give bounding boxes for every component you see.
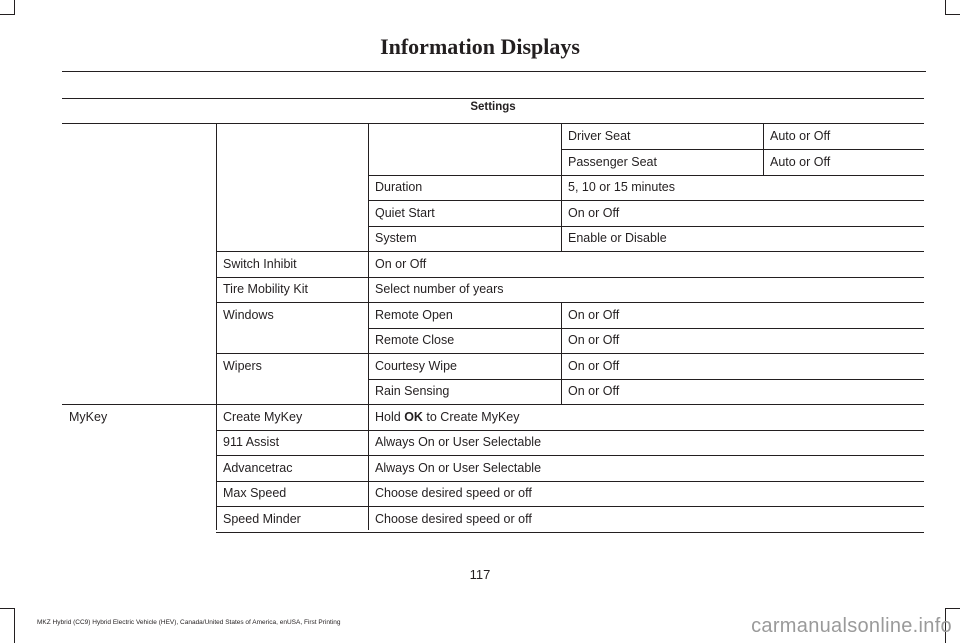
cell-tire-mobility-kit-value: Select number of years bbox=[375, 282, 504, 296]
cell-switch-inhibit-value: On or Off bbox=[375, 257, 427, 271]
ok-button-label: OK bbox=[404, 410, 423, 424]
cell-quiet-start-value: On or Off bbox=[568, 206, 620, 220]
table-row bbox=[216, 277, 924, 303]
cell-duration: Duration bbox=[375, 180, 423, 194]
table-row bbox=[216, 252, 924, 278]
footer-text: MKZ Hybrid (CC9) Hybrid Electric Vehicle (HEV), Canada/United States of America, enUSA, First Printing bbox=[37, 619, 341, 626]
cell-text: Hold bbox=[375, 410, 405, 424]
table-row bbox=[216, 481, 924, 507]
cell-switch-inhibit: Switch Inhibit bbox=[223, 257, 297, 271]
table-row bbox=[368, 201, 924, 227]
cell-rain-sensing-value: On or Off bbox=[568, 384, 620, 398]
cell-rain-sensing: Rain Sensing bbox=[375, 384, 450, 398]
crop-mark-bottom-left bbox=[0, 608, 15, 643]
cell-windows: Windows bbox=[223, 308, 274, 322]
cell-create-mykey: Create MyKey bbox=[223, 410, 303, 424]
table-row-caption bbox=[62, 98, 924, 124]
cell-advancetrac-value: Always On or User Selectable bbox=[375, 461, 542, 475]
table-row bbox=[216, 430, 924, 456]
cell-remote-close: Remote Close bbox=[375, 333, 455, 347]
title-divider bbox=[62, 71, 926, 72]
cell-speed-minder: Speed Minder bbox=[223, 512, 301, 526]
watermark: carmanualsonline.info bbox=[751, 615, 952, 637]
table-caption: Settings bbox=[470, 101, 516, 113]
table-row bbox=[216, 456, 924, 482]
cell-passenger-seat: Passenger Seat bbox=[568, 155, 657, 169]
cell-911-assist-value: Always On or User Selectable bbox=[375, 435, 542, 449]
cell-mykey: MyKey bbox=[69, 410, 108, 424]
crop-mark-top-right bbox=[945, 0, 960, 15]
cell-driver-seat: Driver Seat bbox=[568, 129, 631, 143]
cell-tire-mobility-kit: Tire Mobility Kit bbox=[223, 282, 308, 296]
crop-mark-top-left bbox=[0, 0, 15, 15]
cell-speed-minder-value: Choose desired speed or off bbox=[375, 512, 532, 526]
cell-create-mykey-value bbox=[375, 410, 520, 424]
cell-passenger-seat-value: Auto or Off bbox=[770, 155, 831, 169]
page-title: Information Displays bbox=[380, 34, 580, 59]
cell-driver-seat-value: Auto or Off bbox=[770, 129, 831, 143]
table-row bbox=[216, 507, 924, 533]
cell-max-speed: Max Speed bbox=[223, 486, 287, 500]
cell-duration-value: 5, 10 or 15 minutes bbox=[568, 180, 676, 194]
cell-system: System bbox=[375, 231, 417, 245]
cell-advancetrac: Advancetrac bbox=[223, 461, 293, 475]
cell-wipers: Wipers bbox=[223, 359, 262, 373]
cell-courtesy-wipe: Courtesy Wipe bbox=[375, 359, 457, 373]
cell-quiet-start: Quiet Start bbox=[375, 206, 435, 220]
table-row bbox=[62, 379, 924, 405]
page-number: 117 bbox=[469, 567, 491, 582]
cell-remote-open-value: On or Off bbox=[568, 308, 620, 322]
cell-text: to Create MyKey bbox=[422, 410, 520, 424]
cell-courtesy-wipe-value: On or Off bbox=[568, 359, 620, 373]
cell-remote-close-value: On or Off bbox=[568, 333, 620, 347]
cell-911-assist: 911 Assist bbox=[223, 435, 280, 449]
cell-system-value: Enable or Disable bbox=[568, 231, 667, 245]
cell-max-speed-value: Choose desired speed or off bbox=[375, 486, 532, 500]
cell-remote-open: Remote Open bbox=[375, 308, 453, 322]
table-row bbox=[216, 405, 924, 431]
